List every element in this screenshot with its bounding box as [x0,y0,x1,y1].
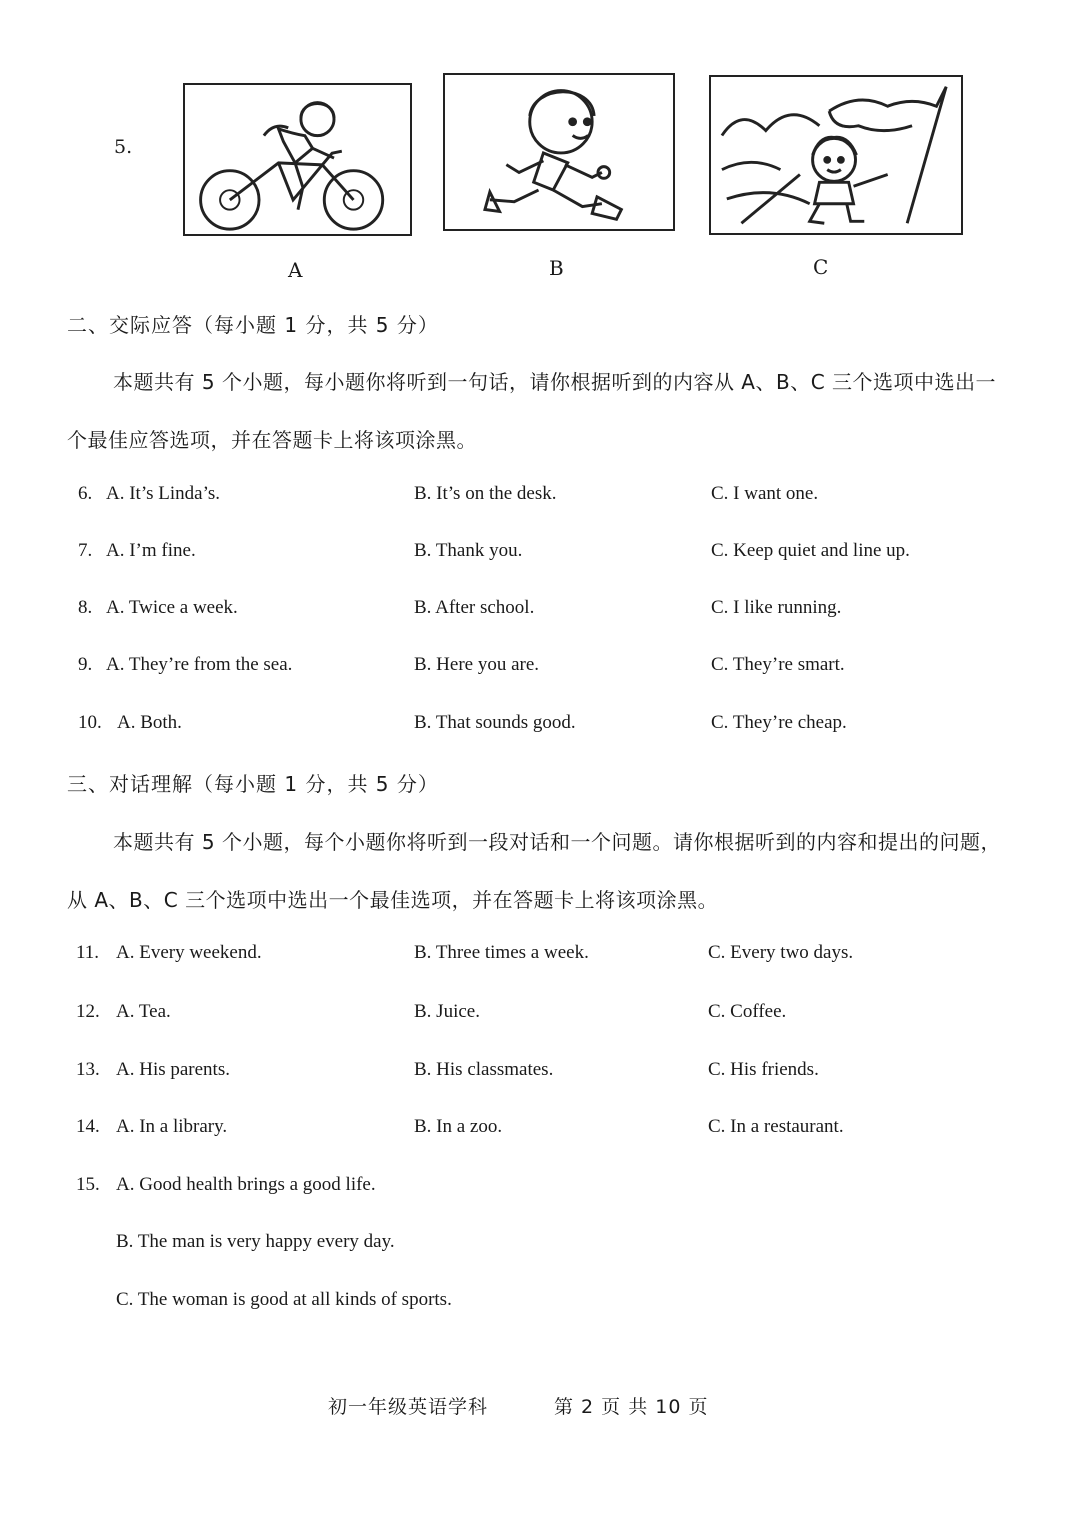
running-boy-icon [445,75,673,229]
option-c: C. I like running. [711,597,842,618]
option-a: A. Both. [117,712,182,733]
question-number: 8. [78,597,93,618]
option-c: C. They’re smart. [711,654,845,675]
option-a: A. Good health brings a good life. [116,1174,376,1195]
question-number: 11. [76,942,100,963]
hiking-flag-icon [711,77,961,233]
picture-label-b: B [549,256,564,280]
option-a: A. Twice a week. [106,597,238,618]
section-2-instructions-line-2: 个最佳应答选项，并在答题卡上将该项涂黑。 [67,428,477,452]
option-c: C. Keep quiet and line up. [711,540,910,561]
option-a: A. In a library. [116,1116,228,1137]
question-number: 12. [76,1001,100,1022]
picture-label-c: C [813,255,829,279]
option-a: A. Every weekend. [116,942,262,963]
section-3-heading: 三、对话理解（每小题 1 分，共 5 分） [67,772,439,796]
question-number: 6. [78,483,93,504]
footer-page-number: 第 2 页 共 10 页 [554,1396,709,1418]
option-c: C. Coffee. [708,1001,787,1022]
question-number: 13. [76,1059,100,1080]
option-c: C. The woman is good at all kinds of sports. [116,1289,452,1310]
question-number: 10. [78,712,102,733]
footer-subject: 初一年级英语学科 [328,1396,489,1418]
option-b: B. Three times a week. [414,942,589,963]
question-number: 15. [76,1174,100,1195]
option-c: C. In a restaurant. [708,1116,844,1137]
question-number: 9. [78,654,93,675]
question-number: 7. [78,540,93,561]
picture-a-bicycle [183,83,412,236]
section-2-heading: 二、交际应答（每小题 1 分，共 5 分） [67,313,439,337]
option-c: C. They’re cheap. [711,712,847,733]
bicycle-rider-icon [185,85,410,234]
section-2-instructions-line-1: 本题共有 5 个小题，每小题你将听到一句话，请你根据听到的内容从 A、B、C 三个选项中选出一 [113,370,997,394]
option-c: C. His friends. [708,1059,819,1080]
option-a: A. I’m fine. [106,540,196,561]
picture-c-hiking [709,75,963,235]
option-b: B. The man is very happy every day. [116,1231,395,1252]
option-c: C. Every two days. [708,942,854,963]
section-3-instructions-line-1: 本题共有 5 个小题，每个小题你将听到一段对话和一个问题。请你根据听到的内容和提出的问题， [113,830,1001,854]
question-number: 14. [76,1116,100,1137]
option-c: C. I want one. [711,483,819,504]
option-a: A. It’s Linda’s. [106,483,220,504]
option-b: B. In a zoo. [414,1116,503,1137]
option-b: B. His classmates. [414,1059,554,1080]
picture-label-a: A [288,258,303,282]
option-a: A. Tea. [116,1001,171,1022]
option-b: B. Thank you. [414,540,523,561]
option-a: A. His parents. [116,1059,230,1080]
option-b: B. Juice. [414,1001,480,1022]
picture-b-running [443,73,675,231]
option-a: A. They’re from the sea. [106,654,293,675]
option-b: B. After school. [414,597,535,618]
option-b: B. That sounds good. [414,712,576,733]
option-b: B. It’s on the desk. [414,483,557,504]
question-number: 5. [114,136,133,158]
section-3-instructions-line-2: 从 A、B、C 三个选项中选出一个最佳选项，并在答题卡上将该项涂黑。 [67,888,719,912]
option-b: B. Here you are. [414,654,540,675]
